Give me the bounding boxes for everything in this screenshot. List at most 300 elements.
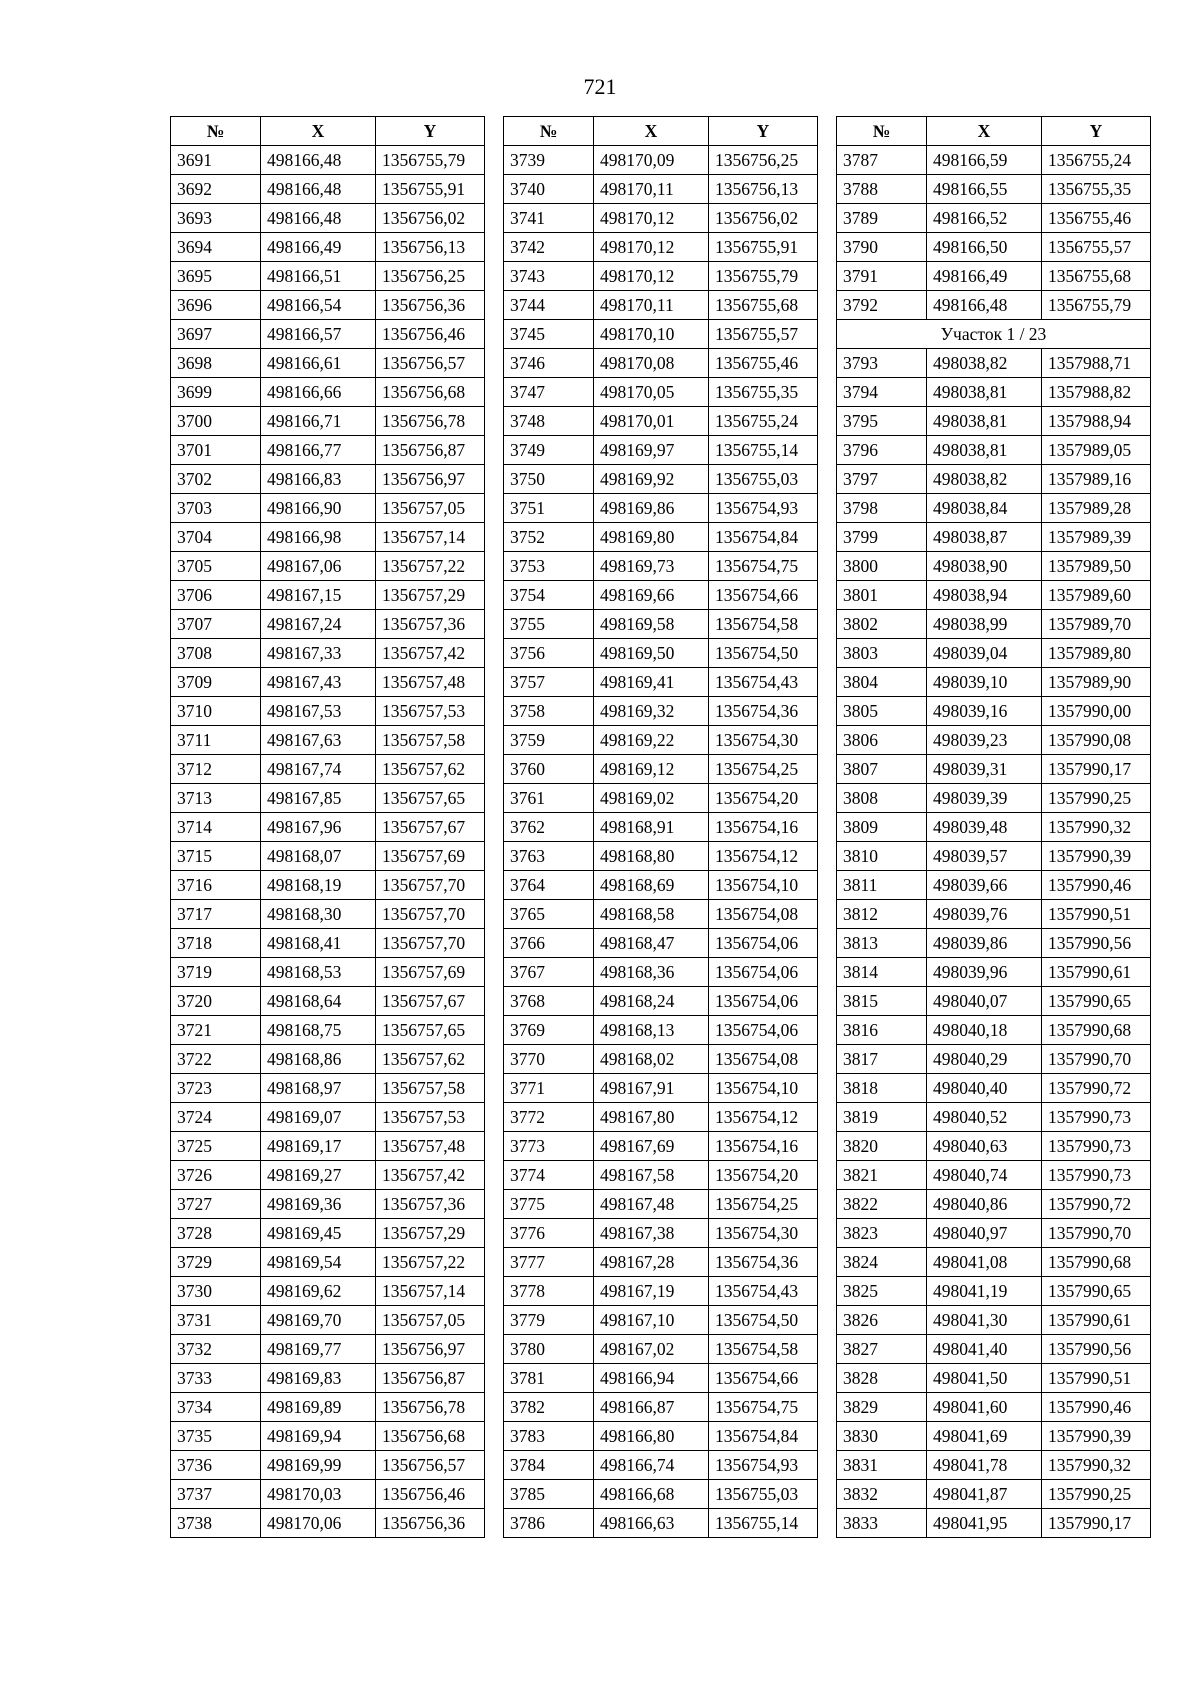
point-number-cell: 3805 (837, 697, 927, 726)
x-coordinate-cell: 498040,29 (927, 1045, 1042, 1074)
x-coordinate-cell: 498169,27 (261, 1161, 376, 1190)
y-coordinate-cell: 1356757,42 (376, 1161, 485, 1190)
y-coordinate-cell: 1356754,50 (709, 639, 818, 668)
table-row (504, 668, 818, 697)
x-coordinate-cell: 498166,57 (261, 320, 376, 349)
y-coordinate-cell: 1356754,20 (709, 1161, 818, 1190)
y-coordinate-cell: 1356757,69 (376, 842, 485, 871)
point-number-cell: 3785 (504, 1480, 594, 1509)
x-coordinate-cell: 498169,89 (261, 1393, 376, 1422)
table-row (171, 639, 485, 668)
table-row (171, 784, 485, 813)
point-number-cell: 3708 (171, 639, 261, 668)
column-header-x: X (927, 117, 1042, 146)
table-row (171, 1306, 485, 1335)
y-coordinate-cell: 1356756,13 (376, 233, 485, 262)
point-number-cell: 3814 (837, 958, 927, 987)
point-number-cell: 3747 (504, 378, 594, 407)
y-coordinate-cell: 1356754,58 (709, 1335, 818, 1364)
y-coordinate-cell: 1356757,70 (376, 929, 485, 958)
table-row (837, 813, 1151, 842)
point-number-cell: 3782 (504, 1393, 594, 1422)
y-coordinate-cell: 1356756,36 (376, 291, 485, 320)
point-number-cell: 3769 (504, 1016, 594, 1045)
x-coordinate-cell: 498166,48 (261, 175, 376, 204)
y-coordinate-cell: 1356754,36 (709, 697, 818, 726)
y-coordinate-cell: 1356755,91 (709, 233, 818, 262)
y-coordinate-cell: 1356754,06 (709, 987, 818, 1016)
point-number-cell: 3756 (504, 639, 594, 668)
x-coordinate-cell: 498167,38 (594, 1219, 709, 1248)
x-coordinate-cell: 498167,80 (594, 1103, 709, 1132)
point-number-cell: 3745 (504, 320, 594, 349)
table-row (171, 1190, 485, 1219)
table-row (171, 1364, 485, 1393)
x-coordinate-cell: 498169,22 (594, 726, 709, 755)
table-row (504, 900, 818, 929)
point-number-cell: 3825 (837, 1277, 927, 1306)
point-number-cell: 3695 (171, 262, 261, 291)
table-row (504, 465, 818, 494)
x-coordinate-cell: 498041,50 (927, 1364, 1042, 1393)
x-coordinate-cell: 498169,70 (261, 1306, 376, 1335)
y-coordinate-cell: 1356755,57 (1042, 233, 1151, 262)
table-header-row (504, 117, 818, 146)
y-coordinate-cell: 1357990,00 (1042, 697, 1151, 726)
y-coordinate-cell: 1356754,25 (709, 1190, 818, 1219)
y-coordinate-cell: 1356757,67 (376, 987, 485, 1016)
x-coordinate-cell: 498166,63 (594, 1509, 709, 1538)
x-coordinate-cell: 498039,10 (927, 668, 1042, 697)
y-coordinate-cell: 1356755,35 (1042, 175, 1151, 204)
table-row (837, 1161, 1151, 1190)
x-coordinate-cell: 498169,86 (594, 494, 709, 523)
y-coordinate-cell: 1357988,94 (1042, 407, 1151, 436)
point-number-cell: 3792 (837, 291, 927, 320)
table-row (837, 291, 1151, 320)
point-number-cell: 3794 (837, 378, 927, 407)
table-row (171, 1219, 485, 1248)
y-coordinate-cell: 1357990,25 (1042, 784, 1151, 813)
x-coordinate-cell: 498169,58 (594, 610, 709, 639)
x-coordinate-cell: 498166,48 (261, 146, 376, 175)
x-coordinate-cell: 498168,47 (594, 929, 709, 958)
table-row (171, 900, 485, 929)
table-row (837, 465, 1151, 494)
x-coordinate-cell: 498166,61 (261, 349, 376, 378)
x-coordinate-cell: 498169,41 (594, 668, 709, 697)
point-number-cell: 3759 (504, 726, 594, 755)
y-coordinate-cell: 1356755,14 (709, 436, 818, 465)
y-coordinate-cell: 1356754,06 (709, 929, 818, 958)
table-row (837, 233, 1151, 262)
table-row (171, 1045, 485, 1074)
table-row (504, 929, 818, 958)
y-coordinate-cell: 1356754,75 (709, 1393, 818, 1422)
x-coordinate-cell: 498167,85 (261, 784, 376, 813)
x-coordinate-cell: 498038,81 (927, 407, 1042, 436)
point-number-cell: 3721 (171, 1016, 261, 1045)
y-coordinate-cell: 1356757,53 (376, 697, 485, 726)
table-row (171, 233, 485, 262)
table-row (504, 1277, 818, 1306)
x-coordinate-cell: 498039,86 (927, 929, 1042, 958)
table-header-row (171, 117, 485, 146)
x-coordinate-cell: 498168,86 (261, 1045, 376, 1074)
x-coordinate-cell: 498166,48 (927, 291, 1042, 320)
point-number-cell: 3711 (171, 726, 261, 755)
y-coordinate-cell: 1356757,22 (376, 1248, 485, 1277)
point-number-cell: 3760 (504, 755, 594, 784)
x-coordinate-cell: 498041,30 (927, 1306, 1042, 1335)
y-coordinate-cell: 1356756,78 (376, 407, 485, 436)
table-row (837, 755, 1151, 784)
y-coordinate-cell: 1356757,62 (376, 755, 485, 784)
y-coordinate-cell: 1357990,72 (1042, 1190, 1151, 1219)
point-number-cell: 3754 (504, 581, 594, 610)
y-coordinate-cell: 1357990,56 (1042, 929, 1151, 958)
table-row (504, 1393, 818, 1422)
point-number-cell: 3787 (837, 146, 927, 175)
x-coordinate-cell: 498170,11 (594, 291, 709, 320)
y-coordinate-cell: 1356757,14 (376, 1277, 485, 1306)
point-number-cell: 3736 (171, 1451, 261, 1480)
table-row (171, 204, 485, 233)
x-coordinate-cell: 498166,83 (261, 465, 376, 494)
point-number-cell: 3693 (171, 204, 261, 233)
point-number-cell: 3786 (504, 1509, 594, 1538)
table-row (837, 900, 1151, 929)
x-coordinate-cell: 498041,95 (927, 1509, 1042, 1538)
x-coordinate-cell: 498166,49 (927, 262, 1042, 291)
point-number-cell: 3718 (171, 929, 261, 958)
point-number-cell: 3763 (504, 842, 594, 871)
table-row (504, 1074, 818, 1103)
y-coordinate-cell: 1356757,14 (376, 523, 485, 552)
table-row (837, 378, 1151, 407)
table-row (504, 1306, 818, 1335)
y-coordinate-cell: 1356754,12 (709, 842, 818, 871)
point-number-cell: 3798 (837, 494, 927, 523)
y-coordinate-cell: 1357990,46 (1042, 1393, 1151, 1422)
point-number-cell: 3749 (504, 436, 594, 465)
x-coordinate-cell: 498168,80 (594, 842, 709, 871)
y-coordinate-cell: 1356754,06 (709, 1016, 818, 1045)
y-coordinate-cell: 1356756,02 (376, 204, 485, 233)
page-number: 721 (583, 74, 617, 99)
y-coordinate-cell: 1357990,68 (1042, 1248, 1151, 1277)
y-coordinate-cell: 1356754,75 (709, 552, 818, 581)
y-coordinate-cell: 1356757,58 (376, 1074, 485, 1103)
table-row (837, 1422, 1151, 1451)
y-coordinate-cell: 1356755,35 (709, 378, 818, 407)
table-row (171, 552, 485, 581)
point-number-cell: 3808 (837, 784, 927, 813)
y-coordinate-cell: 1356756,68 (376, 378, 485, 407)
point-number-cell: 3810 (837, 842, 927, 871)
x-coordinate-cell: 498169,83 (261, 1364, 376, 1393)
point-number-cell: 3793 (837, 349, 927, 378)
point-number-cell: 3775 (504, 1190, 594, 1219)
point-number-cell: 3739 (504, 146, 594, 175)
point-number-cell: 3803 (837, 639, 927, 668)
x-coordinate-cell: 498167,43 (261, 668, 376, 697)
x-coordinate-cell: 498039,48 (927, 813, 1042, 842)
y-coordinate-cell: 1357990,61 (1042, 958, 1151, 987)
x-coordinate-cell: 498168,58 (594, 900, 709, 929)
y-coordinate-cell: 1357988,71 (1042, 349, 1151, 378)
y-coordinate-cell: 1356756,13 (709, 175, 818, 204)
column-header-number: № (171, 117, 261, 146)
point-number-cell: 3812 (837, 900, 927, 929)
x-coordinate-cell: 498166,90 (261, 494, 376, 523)
point-number-cell: 3796 (837, 436, 927, 465)
x-coordinate-cell: 498167,74 (261, 755, 376, 784)
x-coordinate-cell: 498167,15 (261, 581, 376, 610)
x-coordinate-cell: 498038,90 (927, 552, 1042, 581)
point-number-cell: 3719 (171, 958, 261, 987)
point-number-cell: 3732 (171, 1335, 261, 1364)
x-coordinate-cell: 498166,50 (927, 233, 1042, 262)
x-coordinate-cell: 498166,59 (927, 146, 1042, 175)
point-number-cell: 3706 (171, 581, 261, 610)
x-coordinate-cell: 498040,63 (927, 1132, 1042, 1161)
point-number-cell: 3802 (837, 610, 927, 639)
point-number-cell: 3753 (504, 552, 594, 581)
column-header-number: № (504, 117, 594, 146)
point-number-cell: 3827 (837, 1335, 927, 1364)
x-coordinate-cell: 498168,02 (594, 1045, 709, 1074)
x-coordinate-cell: 498168,69 (594, 871, 709, 900)
table-row (171, 1248, 485, 1277)
point-number-cell: 3772 (504, 1103, 594, 1132)
y-coordinate-cell: 1356757,29 (376, 581, 485, 610)
table-row (171, 871, 485, 900)
point-number-cell: 3751 (504, 494, 594, 523)
column-header-y: Y (376, 117, 485, 146)
table-row (837, 552, 1151, 581)
x-coordinate-cell: 498166,55 (927, 175, 1042, 204)
x-coordinate-cell: 498168,24 (594, 987, 709, 1016)
table-row (837, 871, 1151, 900)
x-coordinate-cell: 498168,53 (261, 958, 376, 987)
point-number-cell: 3752 (504, 523, 594, 552)
point-number-cell: 3821 (837, 1161, 927, 1190)
y-coordinate-cell: 1356754,30 (709, 1219, 818, 1248)
point-number-cell: 3697 (171, 320, 261, 349)
table-row (504, 291, 818, 320)
y-coordinate-cell: 1356754,08 (709, 1045, 818, 1074)
x-coordinate-cell: 498039,39 (927, 784, 1042, 813)
table-row (837, 349, 1151, 378)
table-row (171, 523, 485, 552)
table-row (837, 784, 1151, 813)
table-row (504, 1248, 818, 1277)
x-coordinate-cell: 498038,81 (927, 378, 1042, 407)
x-coordinate-cell: 498166,87 (594, 1393, 709, 1422)
table-row (837, 1277, 1151, 1306)
x-coordinate-cell: 498167,28 (594, 1248, 709, 1277)
point-number-cell: 3807 (837, 755, 927, 784)
table-row (837, 1480, 1151, 1509)
y-coordinate-cell: 1357990,17 (1042, 755, 1151, 784)
table-row (837, 1248, 1151, 1277)
table-row (171, 610, 485, 639)
x-coordinate-cell: 498040,18 (927, 1016, 1042, 1045)
y-coordinate-cell: 1356756,97 (376, 1335, 485, 1364)
point-number-cell: 3778 (504, 1277, 594, 1306)
y-coordinate-cell: 1356754,93 (709, 494, 818, 523)
table-row (504, 262, 818, 291)
y-coordinate-cell: 1356756,46 (376, 1480, 485, 1509)
point-number-cell: 3740 (504, 175, 594, 204)
x-coordinate-cell: 498038,82 (927, 465, 1042, 494)
point-number-cell: 3797 (837, 465, 927, 494)
section-label: Участок 1 / 23 (837, 320, 1151, 349)
point-number-cell: 3809 (837, 813, 927, 842)
y-coordinate-cell: 1356756,25 (376, 262, 485, 291)
x-coordinate-cell: 498166,49 (261, 233, 376, 262)
point-number-cell: 3758 (504, 697, 594, 726)
point-number-cell: 3767 (504, 958, 594, 987)
point-number-cell: 3738 (171, 1509, 261, 1538)
point-number-cell: 3728 (171, 1219, 261, 1248)
x-coordinate-cell: 498039,23 (927, 726, 1042, 755)
y-coordinate-cell: 1356754,16 (709, 1132, 818, 1161)
point-number-cell: 3701 (171, 436, 261, 465)
table-row (171, 320, 485, 349)
table-row (837, 1016, 1151, 1045)
table-row (171, 697, 485, 726)
y-coordinate-cell: 1356754,58 (709, 610, 818, 639)
y-coordinate-cell: 1356757,05 (376, 494, 485, 523)
point-number-cell: 3692 (171, 175, 261, 204)
table-row (171, 1422, 485, 1451)
point-number-cell: 3780 (504, 1335, 594, 1364)
table-row (504, 1364, 818, 1393)
table-row (171, 842, 485, 871)
point-number-cell: 3784 (504, 1451, 594, 1480)
y-coordinate-cell: 1357990,39 (1042, 1422, 1151, 1451)
x-coordinate-cell: 498038,84 (927, 494, 1042, 523)
point-number-cell: 3725 (171, 1132, 261, 1161)
column-header-number: № (837, 117, 927, 146)
table-row (837, 929, 1151, 958)
point-number-cell: 3722 (171, 1045, 261, 1074)
x-coordinate-cell: 498167,33 (261, 639, 376, 668)
x-coordinate-cell: 498168,75 (261, 1016, 376, 1045)
table-row (837, 987, 1151, 1016)
x-coordinate-cell: 498169,32 (594, 697, 709, 726)
table-row (171, 668, 485, 697)
point-number-cell: 3762 (504, 813, 594, 842)
table-row (837, 842, 1151, 871)
table-row (837, 581, 1151, 610)
x-coordinate-cell: 498039,31 (927, 755, 1042, 784)
y-coordinate-cell: 1356757,36 (376, 1190, 485, 1219)
x-coordinate-cell: 498168,30 (261, 900, 376, 929)
table-row (171, 581, 485, 610)
table-row (837, 175, 1151, 204)
table-row (837, 639, 1151, 668)
x-coordinate-cell: 498166,71 (261, 407, 376, 436)
point-number-cell: 3818 (837, 1074, 927, 1103)
point-number-cell: 3765 (504, 900, 594, 929)
point-number-cell: 3743 (504, 262, 594, 291)
x-coordinate-cell: 498167,63 (261, 726, 376, 755)
table-row (504, 146, 818, 175)
point-number-cell: 3699 (171, 378, 261, 407)
x-coordinate-cell: 498167,96 (261, 813, 376, 842)
y-coordinate-cell: 1356754,08 (709, 900, 818, 929)
x-coordinate-cell: 498041,78 (927, 1451, 1042, 1480)
y-coordinate-cell: 1356754,25 (709, 755, 818, 784)
point-number-cell: 3713 (171, 784, 261, 813)
point-number-cell: 3710 (171, 697, 261, 726)
point-number-cell: 3771 (504, 1074, 594, 1103)
table-row (171, 146, 485, 175)
x-coordinate-cell: 498167,69 (594, 1132, 709, 1161)
point-number-cell: 3714 (171, 813, 261, 842)
point-number-cell: 3764 (504, 871, 594, 900)
x-coordinate-cell: 498167,06 (261, 552, 376, 581)
point-number-cell: 3720 (171, 987, 261, 1016)
table-row (504, 349, 818, 378)
point-number-cell: 3766 (504, 929, 594, 958)
y-coordinate-cell: 1357990,61 (1042, 1306, 1151, 1335)
y-coordinate-cell: 1356754,43 (709, 1277, 818, 1306)
x-coordinate-cell: 498040,97 (927, 1219, 1042, 1248)
table-row (837, 1045, 1151, 1074)
table-row (837, 494, 1151, 523)
y-coordinate-cell: 1356754,16 (709, 813, 818, 842)
y-coordinate-cell: 1356754,12 (709, 1103, 818, 1132)
x-coordinate-cell: 498038,94 (927, 581, 1042, 610)
x-coordinate-cell: 498170,11 (594, 175, 709, 204)
x-coordinate-cell: 498168,19 (261, 871, 376, 900)
y-coordinate-cell: 1356756,02 (709, 204, 818, 233)
point-number-cell: 3717 (171, 900, 261, 929)
table-row (504, 378, 818, 407)
y-coordinate-cell: 1357990,65 (1042, 1277, 1151, 1306)
point-number-cell: 3823 (837, 1219, 927, 1248)
table-row (504, 958, 818, 987)
table-row (171, 436, 485, 465)
x-coordinate-cell: 498168,91 (594, 813, 709, 842)
column-header-x: X (594, 117, 709, 146)
table-row (504, 639, 818, 668)
table-row (504, 1132, 818, 1161)
y-coordinate-cell: 1356757,62 (376, 1045, 485, 1074)
table-row (171, 726, 485, 755)
table-row (171, 349, 485, 378)
x-coordinate-cell: 498041,08 (927, 1248, 1042, 1277)
table-row (504, 1509, 818, 1538)
x-coordinate-cell: 498041,40 (927, 1335, 1042, 1364)
x-coordinate-cell: 498166,48 (261, 204, 376, 233)
point-number-cell: 3761 (504, 784, 594, 813)
table-row (504, 407, 818, 436)
point-number-cell: 3799 (837, 523, 927, 552)
point-number-cell: 3731 (171, 1306, 261, 1335)
point-number-cell: 3733 (171, 1364, 261, 1393)
table-row (504, 755, 818, 784)
table-row (171, 1393, 485, 1422)
x-coordinate-cell: 498169,99 (261, 1451, 376, 1480)
point-number-cell: 3781 (504, 1364, 594, 1393)
x-coordinate-cell: 498169,62 (261, 1277, 376, 1306)
x-coordinate-cell: 498170,05 (594, 378, 709, 407)
